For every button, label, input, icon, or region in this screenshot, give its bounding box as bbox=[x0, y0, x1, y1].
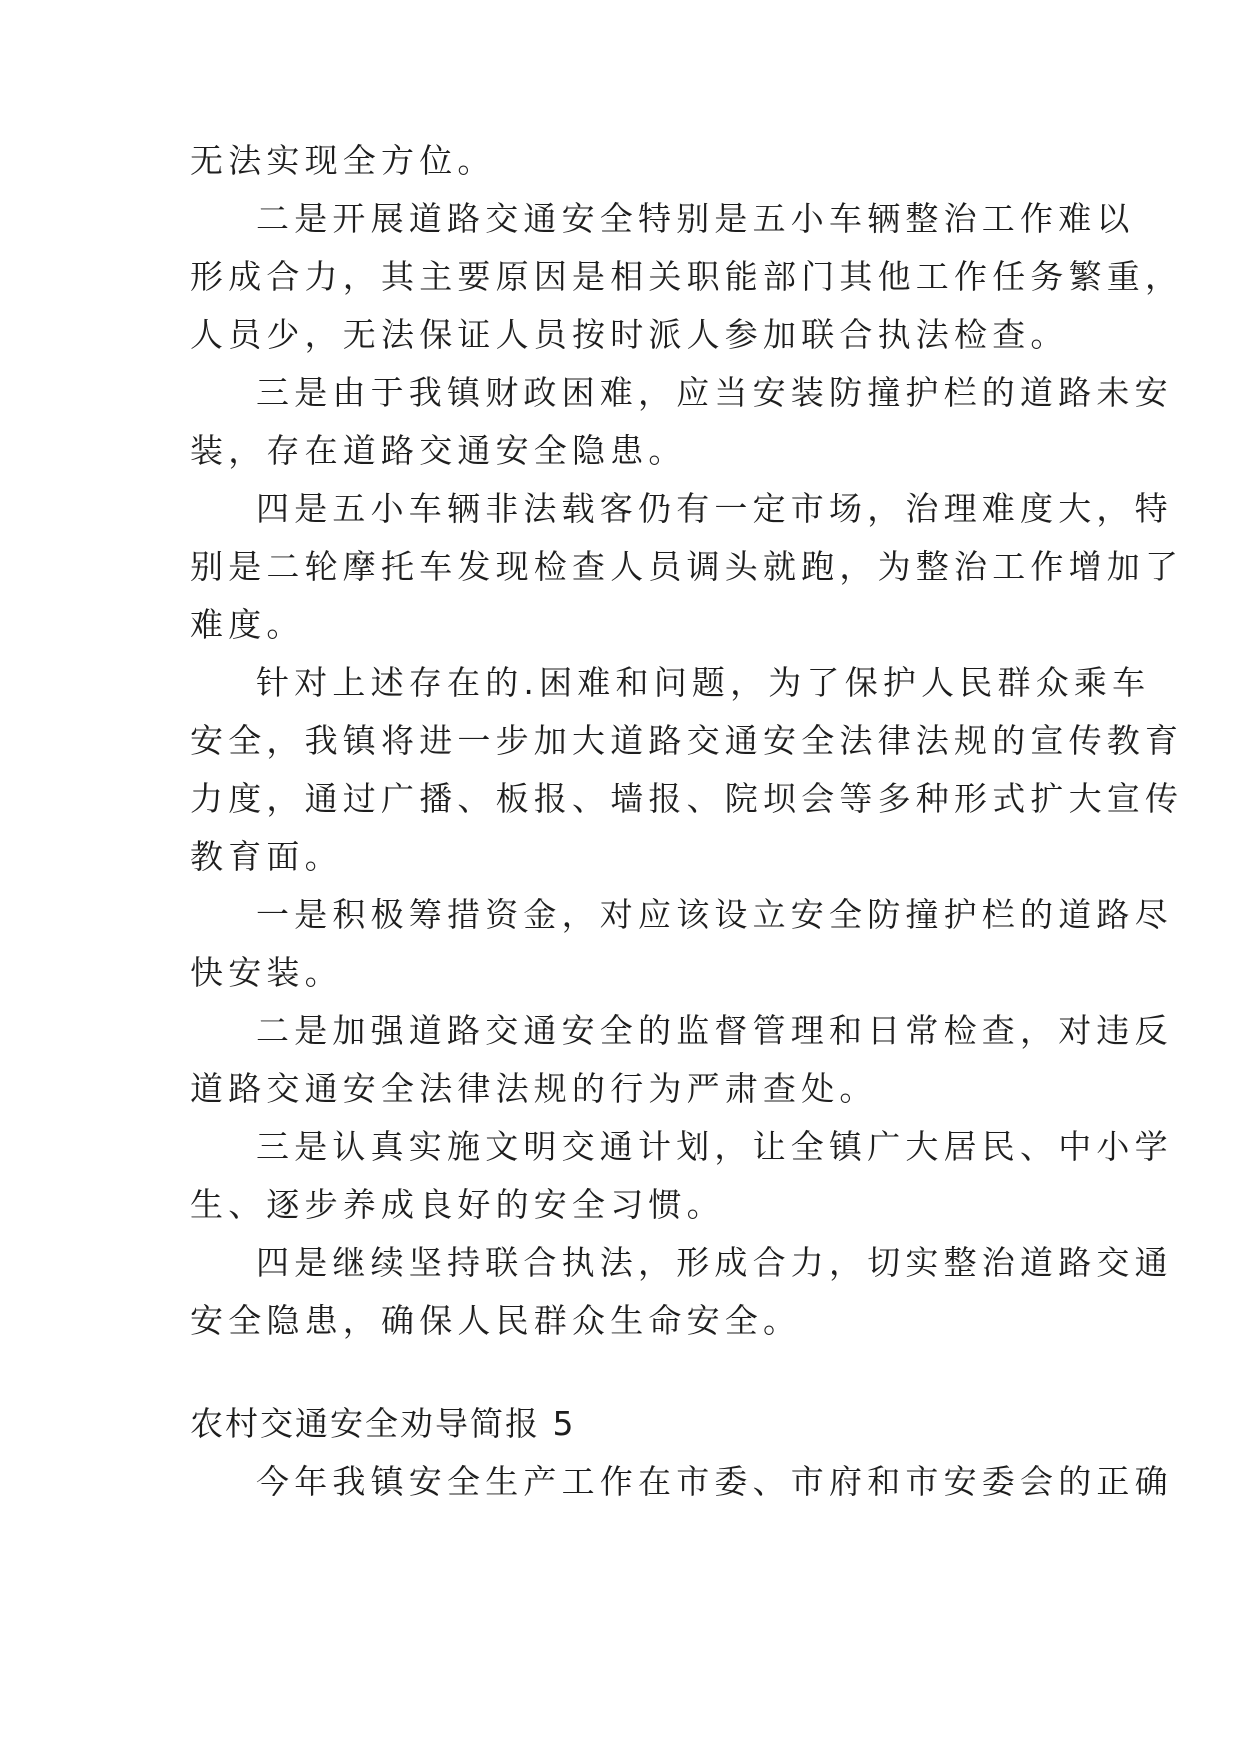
paragraph-start: 针对上述存在的.困难和问题，为了保护人民群众乘车 bbox=[256, 663, 1151, 702]
paragraph-start: 二是开展道路交通安全特别是五小车辆整治工作难以 bbox=[256, 199, 1135, 238]
paragraph-start: 三是由于我镇财政困难，应当安装防撞护栏的道路未安 bbox=[256, 373, 1173, 412]
text-line: 生、逐步养成良好的安全习惯。 bbox=[190, 1185, 725, 1224]
paragraph-start: 四是继续坚持联合执法，形成合力，切实整治道路交通 bbox=[256, 1243, 1173, 1282]
paragraph-start: 今年我镇安全生产工作在市委、市府和市安委会的正确 bbox=[256, 1462, 1173, 1501]
text-line: 教育面。 bbox=[190, 837, 343, 876]
text-line: 快安装。 bbox=[190, 953, 343, 992]
text-line: 人员少，无法保证人员按时派人参加联合执法检查。 bbox=[190, 315, 1069, 354]
paragraph-start: 三是认真实施文明交通计划，让全镇广大居民、中小学 bbox=[256, 1127, 1173, 1166]
text-line: 安全，我镇将进一步加大道路交通安全法律法规的宣传教育 bbox=[190, 721, 1184, 760]
paragraph-start: 一是积极筹措资金，对应该设立安全防撞护栏的道路尽 bbox=[256, 895, 1173, 934]
text-line: 道路交通安全法律法规的行为严肃查处。 bbox=[190, 1069, 878, 1108]
text-line: 无法实现全方位。 bbox=[190, 141, 496, 180]
section-title: 农村交通安全劝导简报 5 bbox=[190, 1404, 576, 1443]
text-line: 安全隐患，确保人民群众生命安全。 bbox=[190, 1301, 802, 1340]
text-line: 装，存在道路交通安全隐患。 bbox=[190, 431, 687, 470]
paragraph-start: 二是加强道路交通安全的监督管理和日常检查，对违反 bbox=[256, 1011, 1173, 1050]
paragraph-start: 四是五小车辆非法载客仍有一定市场，治理难度大，特 bbox=[256, 489, 1173, 528]
text-line: 力度，通过广播、板报、墙报、院坝会等多种形式扩大宣传 bbox=[190, 779, 1184, 818]
text-line: 难度。 bbox=[190, 605, 305, 644]
text-line: 形成合力，其主要原因是相关职能部门其他工作任务繁重， bbox=[190, 257, 1184, 296]
text-line: 别是二轮摩托车发现检查人员调头就跑，为整治工作增加了 bbox=[190, 547, 1184, 586]
